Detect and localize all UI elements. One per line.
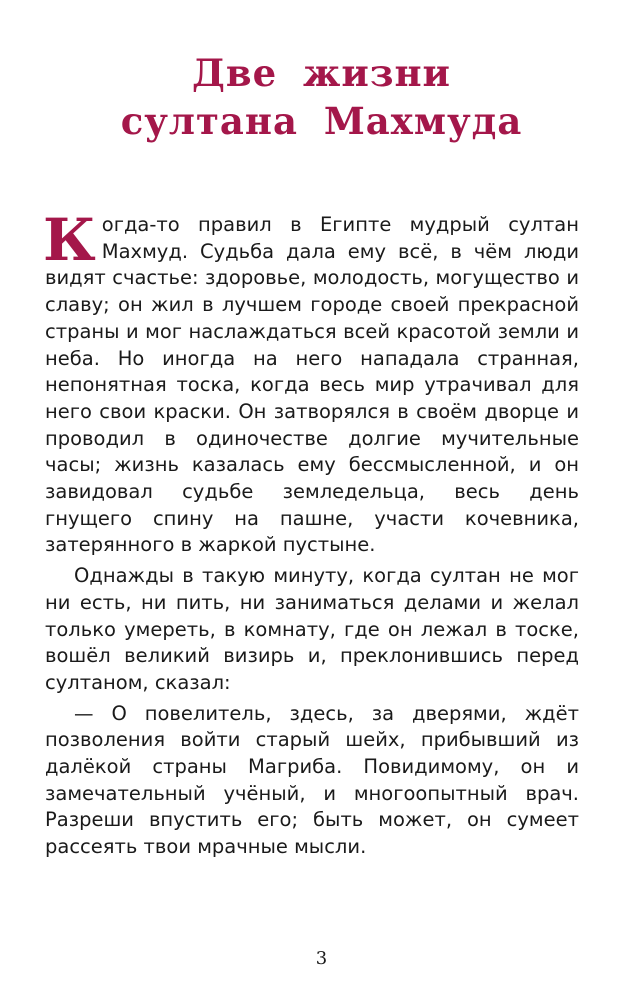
paragraph-3: — О повелитель, здесь, за дверями, ждёт позволения войти старый шейх, прибывший из далёкой страны Магриба. Повидимому, он и замечательный учёный, и многоопытный врач. Разреши впустить его; быть может, он сумеет рассеять твои мрачные мысли. (45, 701, 579, 859)
paragraph-1 (43, 206, 579, 559)
story-text (43, 206, 579, 861)
page-title-line-1: Две жизни (192, 51, 451, 95)
page-number: 3 (315, 948, 328, 969)
paragraph-1-text: огда-то правил в Египте мудрый султан Махмуд. Судьба дала ему всё, в чём люди видят счастье: здоровье, молодость, могущество и славу; он жил в лучшем городе своей прекрасной страны и мог наслаждаться всей красотой земли и неба. Но иногда на него нападала странная, непонятная тоска, когда весь мир утрачивал для него свои краски. Он затворялся в своём дворце и проводил в одиночестве долгие мучительные часы; жизнь казалась ему бессмысленной, и он завидовал судьбе земледельца, весь день гнущего спину на пашне, участи кочевника, затерянного в жаркой пустыне. (45, 213, 579, 557)
paragraph-2: Однажды в такую минуту, когда султан не мог ни есть, ни пить, ни заниматься делами и желал только умереть, в комнату, где он лежал в тоске, вошёл великий визирь и, преклонившись перед султаном, сказал: (45, 564, 579, 694)
drop-cap: К (43, 206, 96, 274)
page-title-line-2: султана Махмуда (120, 99, 523, 143)
